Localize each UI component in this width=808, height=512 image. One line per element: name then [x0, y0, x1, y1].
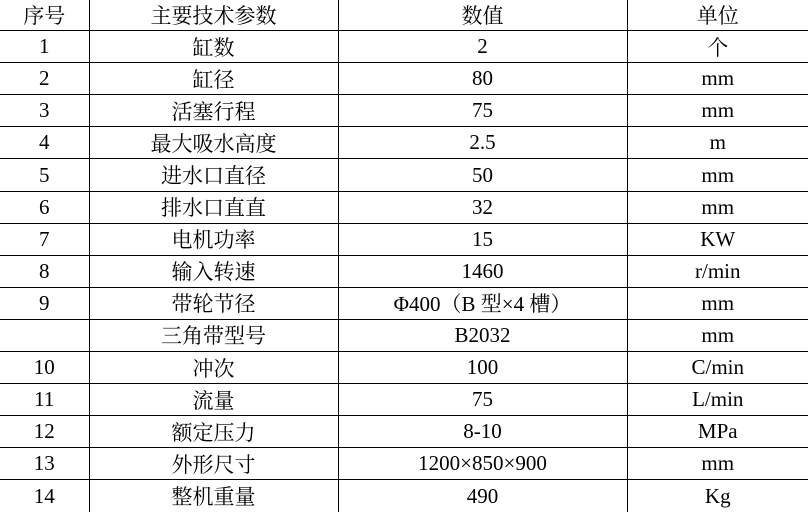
parameter-cell: 带轮节径	[89, 287, 338, 319]
parameter-cell: 进水口直径	[89, 159, 338, 191]
value-cell: 1460	[338, 255, 627, 287]
table-row	[0, 31, 808, 63]
unit-cell: mm	[627, 159, 808, 191]
table-row	[0, 448, 808, 480]
unit-cell: C/min	[627, 352, 808, 384]
parameter-cell: 缸径	[89, 63, 338, 95]
value-cell: Φ400（B 型×4 槽）	[338, 287, 627, 319]
table-row	[0, 416, 808, 448]
unit-cell: MPa	[627, 416, 808, 448]
parameter-cell: 缸数	[89, 31, 338, 63]
value-cell: 8-10	[338, 416, 627, 448]
value-cell: 2.5	[338, 127, 627, 159]
unit-cell: m	[627, 127, 808, 159]
table-row	[0, 480, 808, 512]
serial-cell: 8	[0, 255, 89, 287]
unit-cell: mm	[627, 319, 808, 351]
parameter-cell: 整机重量	[89, 480, 338, 512]
unit-cell: Kg	[627, 480, 808, 512]
table-row	[0, 127, 808, 159]
serial-cell: 1	[0, 31, 89, 63]
parameter-cell: 外形尺寸	[89, 448, 338, 480]
parameter-cell: 活塞行程	[89, 95, 338, 127]
column-header-parameter: 主要技术参数	[89, 0, 338, 31]
unit-cell: mm	[627, 95, 808, 127]
column-header-serial: 序号	[0, 0, 89, 31]
parameter-cell: 输入转速	[89, 255, 338, 287]
serial-cell: 2	[0, 63, 89, 95]
value-cell: 1200×850×900	[338, 448, 627, 480]
serial-cell: 9	[0, 287, 89, 319]
table-row	[0, 255, 808, 287]
value-cell: 50	[338, 159, 627, 191]
value-cell: 75	[338, 384, 627, 416]
serial-cell	[0, 319, 89, 351]
unit-cell: mm	[627, 448, 808, 480]
column-header-unit: 单位	[627, 0, 808, 31]
serial-cell: 10	[0, 352, 89, 384]
value-cell: 75	[338, 95, 627, 127]
value-cell: 490	[338, 480, 627, 512]
unit-cell: L/min	[627, 384, 808, 416]
serial-cell: 5	[0, 159, 89, 191]
unit-cell: mm	[627, 287, 808, 319]
table-row	[0, 223, 808, 255]
value-cell: 80	[338, 63, 627, 95]
table-header-row	[0, 0, 808, 31]
table-row	[0, 159, 808, 191]
value-cell: 32	[338, 191, 627, 223]
table-row	[0, 191, 808, 223]
value-cell: 100	[338, 352, 627, 384]
table-row	[0, 352, 808, 384]
table-row	[0, 319, 808, 351]
parameter-cell: 电机功率	[89, 223, 338, 255]
parameter-cell: 三角带型号	[89, 319, 338, 351]
unit-cell: mm	[627, 63, 808, 95]
serial-cell: 11	[0, 384, 89, 416]
parameter-cell: 额定压力	[89, 416, 338, 448]
serial-cell: 14	[0, 480, 89, 512]
unit-cell: 个	[627, 31, 808, 63]
value-cell: 15	[338, 223, 627, 255]
table-row	[0, 63, 808, 95]
value-cell: B2032	[338, 319, 627, 351]
unit-cell: KW	[627, 223, 808, 255]
unit-cell: mm	[627, 191, 808, 223]
parameter-cell: 流量	[89, 384, 338, 416]
table-row	[0, 287, 808, 319]
parameter-cell: 冲次	[89, 352, 338, 384]
value-cell: 2	[338, 31, 627, 63]
serial-cell: 13	[0, 448, 89, 480]
unit-cell: r/min	[627, 255, 808, 287]
serial-cell: 6	[0, 191, 89, 223]
serial-cell: 12	[0, 416, 89, 448]
column-header-value: 数值	[338, 0, 627, 31]
table-row	[0, 384, 808, 416]
serial-cell: 7	[0, 223, 89, 255]
parameter-cell: 排水口直直	[89, 191, 338, 223]
table-row	[0, 95, 808, 127]
parameter-cell: 最大吸水高度	[89, 127, 338, 159]
serial-cell: 3	[0, 95, 89, 127]
serial-cell: 4	[0, 127, 89, 159]
